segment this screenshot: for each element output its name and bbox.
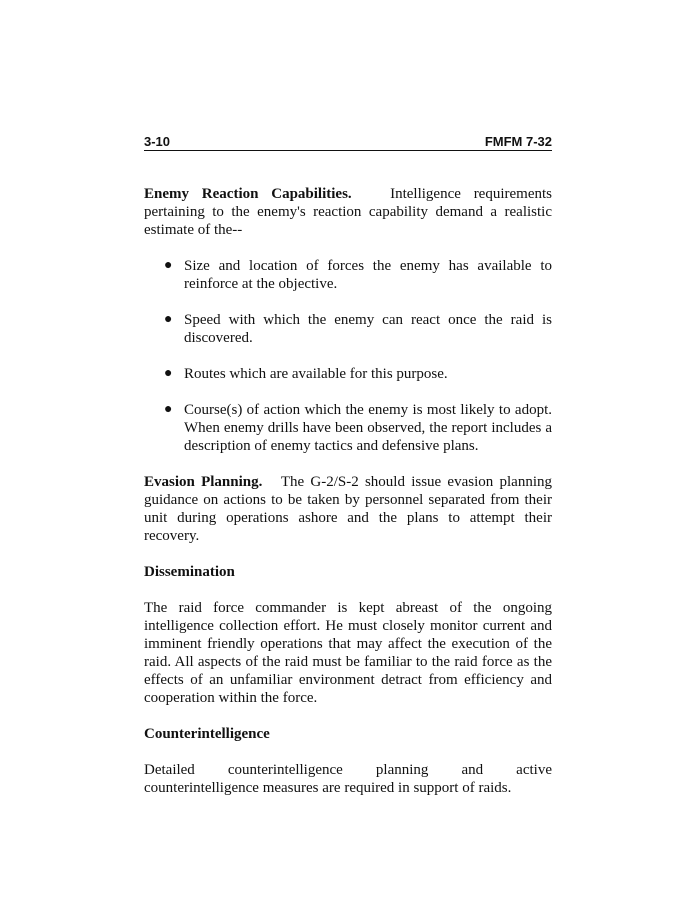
enemy-reaction-heading: Enemy Reaction Capabilities.: [144, 186, 352, 202]
evasion-paragraph: [144, 473, 552, 545]
evasion-heading: Evasion Planning.: [144, 474, 263, 490]
list-item-text: Routes which are available for this purpose.: [184, 366, 448, 382]
bullet-icon: ●: [164, 402, 173, 417]
list-item-text: Speed with which the enemy can react once the raid is discovered.: [184, 312, 552, 346]
document-page: [144, 134, 552, 797]
list-item: [144, 257, 552, 293]
enemy-reaction-text: Intelligence requirements pertaining to the enemy's reaction capability demand a realistic estimate of the--: [144, 186, 552, 238]
list-item: [144, 401, 552, 455]
reaction-bullet-list: [144, 257, 552, 455]
bullet-icon: ●: [164, 366, 173, 381]
list-item: [144, 311, 552, 347]
bullet-icon: ●: [164, 312, 173, 327]
list-item-text: Size and location of forces the enemy has available to reinforce at the objective.: [184, 258, 552, 292]
page-header: [144, 134, 552, 151]
list-item-text: Course(s) of action which the enemy is most likely to adopt. When enemy drills have been observed, the report includes a description of enemy tactics and defensive plans.: [184, 402, 552, 454]
dissemination-paragraph: The raid force commander is kept abreast of the ongoing intelligence collection effort. He must closely monitor current and imminent friendly operations that may affect the execution of the raid. All aspects of the raid must be familiar to the raid force as the effects of an unfamiliar environment detract from efficiency and cooperation within the force.: [144, 600, 552, 706]
evasion-text: The G-2/S-2 should issue evasion planning guidance on actions to be taken by personnel separated from their unit during operations ashore and the plans to attempt their recovery.: [144, 474, 552, 544]
enemy-reaction-paragraph: [144, 185, 552, 239]
dissemination-heading: Dissemination: [144, 564, 235, 580]
counterintelligence-paragraph: Detailed counterintelligence planning and active counterintelligence measures are required in support of raids.: [144, 762, 552, 796]
counterintelligence-heading: Counterintelligence: [144, 726, 270, 742]
document-id: FMFM 7-32: [484, 134, 552, 149]
list-item: [144, 365, 552, 383]
bullet-icon: ●: [164, 258, 173, 273]
page-number: 3-10: [144, 134, 171, 149]
page-body: [144, 185, 552, 797]
